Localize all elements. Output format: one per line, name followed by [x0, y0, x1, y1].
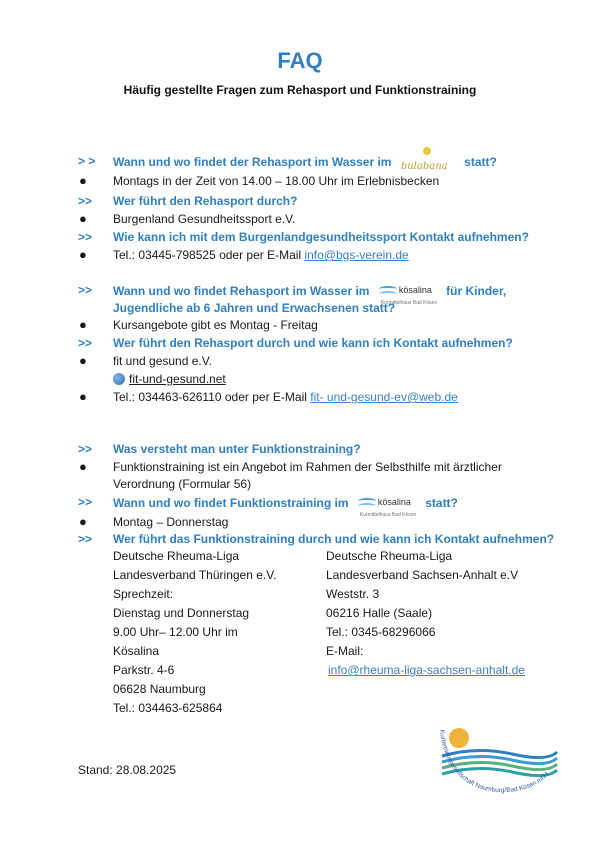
contact-line: Kösalina: [113, 644, 160, 658]
contact-line: E-Mail:: [326, 644, 364, 658]
email-link-bgs[interactable]: info@bgs-verein.de: [304, 248, 409, 262]
contact-line: 06628 Naumburg: [113, 682, 206, 696]
contact-line: Weststr. 3: [326, 587, 380, 601]
question-marker: > >: [78, 154, 96, 168]
kurbetrieb-logo: [432, 722, 562, 802]
sun-icon: [423, 147, 431, 155]
bullet-icon: ●: [79, 211, 87, 226]
bullet-icon: ●: [79, 353, 87, 368]
contact-line: Deutsche Rheuma-Liga: [113, 549, 240, 563]
contact-line: Deutsche Rheuma-Liga: [326, 549, 453, 563]
contact-line: 9.00 Uhr– 12.00 Uhr im: [113, 625, 238, 639]
page-subtitle: Häufig gestellte Fragen zum Rehasport und Funktionstraining: [123, 83, 477, 97]
contact-right-column: [326, 547, 525, 680]
bullet-icon: ●: [79, 459, 87, 474]
website-link[interactable]: fit-und-gesund.net: [129, 372, 226, 386]
contact-line: Dienstag und Donnerstag: [113, 606, 250, 620]
sun-icon: [449, 728, 469, 748]
bullet-icon: ●: [79, 389, 87, 404]
page-title: FAQ: [277, 48, 323, 73]
contact-left-column: [113, 547, 276, 718]
email-link-rheuma-liga[interactable]: info@rheuma-liga-sachsen-anhalt.de: [328, 663, 525, 677]
bullet-icon: ●: [79, 247, 87, 262]
contact-line: Sprechzeit:: [113, 587, 174, 601]
contact-line: Landesverband Thüringen e.V.: [113, 568, 277, 582]
stand-date: Stand: 28.08.2025: [78, 763, 177, 777]
bullet-icon: ●: [79, 317, 87, 332]
bulabana-logo: bulabana: [399, 153, 457, 173]
globe-icon: [113, 373, 125, 385]
email-link-fitundgesund[interactable]: fit- und-gesund-ev@web.de: [310, 390, 458, 404]
contact-line: Landesverband Sachsen-Anhalt e.V: [326, 568, 519, 582]
contact-line: Tel.: 034463-625864: [113, 701, 223, 715]
contact-line: 06216 Halle (Saale): [326, 606, 433, 620]
kosalina-logo: kösalina Kurmittelhaus Bad Kösen: [359, 497, 417, 518]
kurbetrieb-logo-graphic: [432, 722, 562, 802]
logo-text: Kurbetriebsgesellschaft Naumburg/Bad Kösen mbH: [438, 729, 551, 795]
contact-line: Tel.: 0345-68296066: [326, 625, 436, 639]
bullet-icon: ●: [79, 173, 87, 188]
contact-line: Parkstr. 4-6: [113, 663, 175, 677]
kosalina-logo: kösalina Kurmittelhaus Bad Kösen: [380, 285, 438, 306]
bullet-icon: ●: [79, 514, 87, 529]
